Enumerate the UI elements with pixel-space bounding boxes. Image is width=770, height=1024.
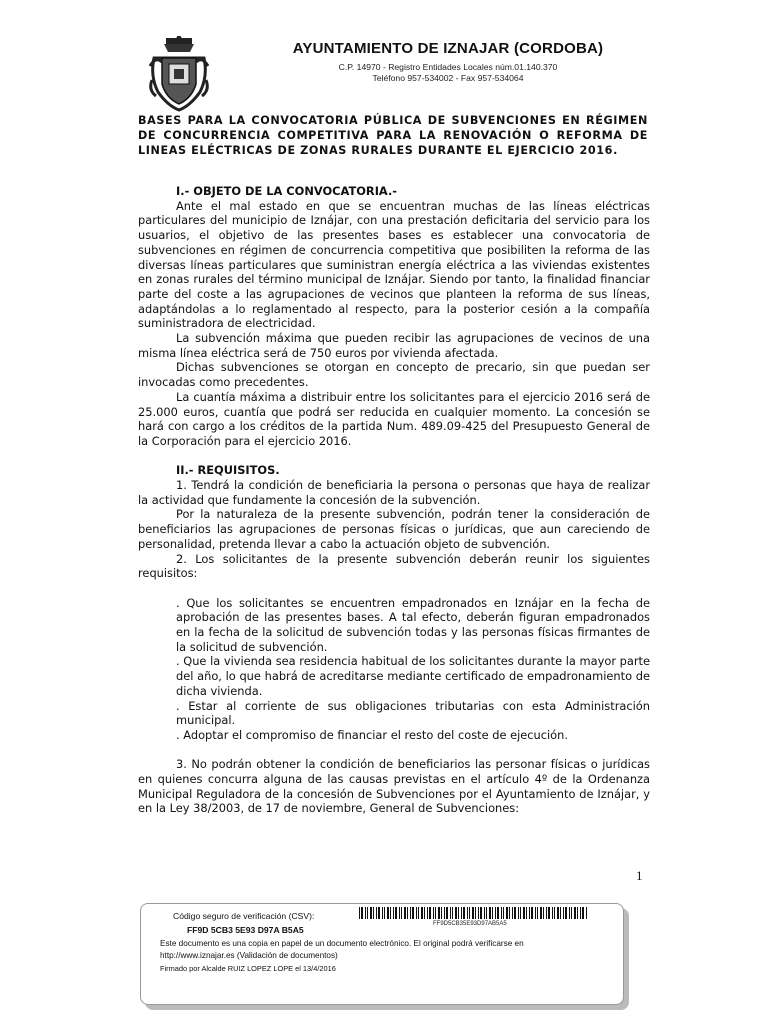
barcode-bar xyxy=(577,907,578,919)
barcode-bar xyxy=(467,907,468,919)
barcode-bar xyxy=(520,907,521,919)
barcode-bar xyxy=(582,907,584,919)
barcode-bar xyxy=(497,907,499,919)
barcode-bar xyxy=(571,907,572,919)
paragraph: 2. Los solicitantes de la presente subvención deberán reunir los siguientes requisitos: xyxy=(138,551,650,581)
document-body xyxy=(138,184,650,816)
requirement-item: . Que la vivienda sea residencia habitual de los solicitantes durante la mayor parte del año, lo que habrá de acreditarse mediante certificado de empadronamiento de dicha vivienda. xyxy=(176,654,650,698)
barcode-bar xyxy=(359,907,360,919)
barcode-bar xyxy=(450,907,451,919)
barcode-bar xyxy=(580,907,581,919)
barcode-bar xyxy=(458,907,459,919)
barcode-bar xyxy=(557,907,559,919)
barcode-bar xyxy=(452,907,453,919)
barcode-bar xyxy=(540,907,542,919)
barcode-bar xyxy=(478,907,479,919)
barcode-bar xyxy=(546,907,547,919)
barcode-bar xyxy=(523,907,525,919)
barcode-bar xyxy=(367,907,368,919)
barcode-bar xyxy=(395,907,397,919)
barcode-bar xyxy=(537,907,538,919)
verification-url[interactable]: http://www.iznajar.es (Validación de documentos) xyxy=(160,951,338,960)
barcode-bar xyxy=(441,907,442,919)
barcode-bar xyxy=(469,907,470,919)
barcode-bar xyxy=(393,907,394,919)
barcode-bar xyxy=(489,907,491,919)
barcode-bar xyxy=(501,907,502,919)
barcode-bar xyxy=(416,907,417,919)
barcode xyxy=(359,907,589,919)
barcode-bar xyxy=(463,907,465,919)
org-title: AYUNTAMIENTO DE IZNAJAR (CORDOBA) xyxy=(292,40,604,57)
verification-box xyxy=(140,903,624,1005)
paragraph: Por la naturaleza de la presente subvención, podrán tener la consideración de beneficiarios las agrupaciones de personas físicas o jurídicas, que aun careciendo de personalidad, pretenda llevar a cabo la actuación objeto de subvención. xyxy=(138,507,650,551)
barcode-bar xyxy=(418,907,419,919)
barcode-bar xyxy=(486,907,487,919)
address-line: C.P. 14970 - Registro Entidades Locales núm.01.140.370 xyxy=(338,62,558,72)
section-heading-requisitos: II.- REQUISITOS. xyxy=(176,463,280,478)
barcode-bar xyxy=(512,907,513,919)
barcode-bar xyxy=(390,907,391,919)
barcode-bar xyxy=(569,907,570,919)
barcode-bar xyxy=(429,907,431,919)
copy-notice: Este documento es una copia en papel de un documento electrónico. El original podrá verificarse en xyxy=(160,939,524,948)
barcode-bar xyxy=(535,907,536,919)
barcode-bar xyxy=(574,907,576,919)
barcode-bar xyxy=(503,907,504,919)
phone-line: Teléfono 957-534002 - Fax 957-534064 xyxy=(372,73,524,83)
barcode-bar xyxy=(424,907,425,919)
barcode-bar xyxy=(565,907,567,919)
barcode-bar xyxy=(401,907,402,919)
barcode-bar xyxy=(509,907,510,919)
paragraph: 3. No podrán obtener la condición de beneficiarios las personar físicas o jurídicas en quienes concurra alguna de las causas previstas en el artículo 4º de la Ordenanza Municipal Reguladora de la concesión de Subvenciones por el Ayuntamiento de Iznájar, y en la Ley 38/2003, de 17 de noviembre, General de Subvenciones: xyxy=(138,757,650,816)
barcode-bar xyxy=(404,907,406,919)
barcode-bar xyxy=(373,907,374,919)
requirement-item: . Adoptar el compromiso de financiar el resto del coste de ejecución. xyxy=(176,727,568,742)
barcode-bar xyxy=(382,907,383,919)
barcode-bar xyxy=(560,907,561,919)
barcode-bar xyxy=(548,907,550,919)
barcode-bar xyxy=(412,907,414,919)
signature-line: Firmado por Alcalde RUIZ LOPEZ LOPE el 13/4/2016 xyxy=(160,964,336,973)
barcode-bar xyxy=(518,907,519,919)
barcode-bar xyxy=(484,907,485,919)
barcode-bar xyxy=(472,907,474,919)
barcode-bar xyxy=(421,907,423,919)
barcode-bar xyxy=(446,907,448,919)
barcode-bar xyxy=(407,907,408,919)
csv-code: FF9D 5CB3 5E93 D97A B5A5 xyxy=(187,925,304,935)
barcode-bar xyxy=(554,907,555,919)
barcode-bar xyxy=(455,907,457,919)
barcode-bar xyxy=(438,907,440,919)
barcode-bar xyxy=(410,907,411,919)
barcode-bar xyxy=(563,907,564,919)
paragraph: La cuantía máxima a distribuir entre los solicitantes para el ejercicio 2016 será de 25.000 euros, cuantía que podrá ser reducida en cualquier momento. La concesión se hará con cargo a los créditos de la partida Num. 489.09-425 del Presupuesto General de la Corporación para el ejercicio 2016. xyxy=(138,389,650,448)
barcode-bar xyxy=(526,907,527,919)
paragraph: 1. Tendrá la condición de beneficiaria la persona o personas que haya de realizar la actividad que fundamente la concesión de la subvención. xyxy=(138,478,650,507)
section-heading-objeto: I.- OBJETO DE LA CONVOCATORIA.- xyxy=(176,184,398,198)
document-title: BASES PARA LA CONVOCATORIA PÚBLICA DE SUBVENCIONES EN RÉGIMEN DE CONCURRENCIA COMPETITIVA PARA LA RENOVACIÓN O REFORMA DE LINEAS ELÉCTRICAS DE ZONAS RURALES DURANTE EL EJERCICIO 2016. xyxy=(138,114,648,157)
barcode-bar xyxy=(461,907,462,919)
barcode-bar xyxy=(384,907,385,919)
barcode-bar xyxy=(376,907,377,919)
barcode-bar xyxy=(552,907,553,919)
barcode-bar xyxy=(514,907,516,919)
barcode-bar xyxy=(444,907,445,919)
paragraph: Dichas subvenciones se otorgan en concepto de precario, sin que puedan ser invocadas como precedentes. xyxy=(138,360,650,390)
barcode-bar xyxy=(370,907,372,919)
barcode-bar xyxy=(399,907,400,919)
barcode-bar xyxy=(492,907,493,919)
barcode-bar xyxy=(529,907,530,919)
barcode-bar xyxy=(506,907,508,919)
barcode-bar xyxy=(365,907,366,919)
barcode-text: FF9D5CB35E93D97AB5A5 xyxy=(433,921,507,927)
barcode-bar xyxy=(543,907,544,919)
barcode-bar xyxy=(433,907,434,919)
barcode-bar xyxy=(435,907,436,919)
coat-of-arms-seal xyxy=(148,36,210,114)
paragraph: La subvención máxima que pueden recibir las agrupaciones de vecinos de una misma línea eléctrica será de 750 euros por vivienda afectada. xyxy=(138,331,650,360)
barcode-bar xyxy=(586,907,587,919)
requirement-item: . Estar al corriente de sus obligaciones tributarias con esta Administración municipal. xyxy=(176,698,650,728)
csv-label: Código seguro de verificación (CSV): xyxy=(173,911,315,921)
barcode-bar xyxy=(531,907,533,919)
barcode-bar xyxy=(480,907,482,919)
barcode-bar xyxy=(475,907,476,919)
paragraph: Ante el mal estado en que se encuentran muchas de las líneas eléctricas particulares del municipio de Iznájar, con una prestación deficitaria del servicio para los usuarios, el objetivo de las presentes bases es establecer una convocatoria de subvenciones en régimen de concurrencia competitiva que posibiliten la reforma de las diversas líneas particulares que suministran energía eléctrica a las viviendas existentes en zonas rurales del término municipal de Iznájar. Siendo por tanto, la finalidad financiar parte del coste a las agrupaciones de vecinos que planteen la reforma de sus líneas, adaptándolas a lo reglamentado al respecto, para la posterior cesión a la compañía suministradora de electricidad. xyxy=(138,198,650,331)
barcode-bar xyxy=(378,907,380,919)
barcode-bar xyxy=(495,907,496,919)
requirement-item: . Que los solicitantes se encuentren empadronados en Iznájar en la fecha de aprobación de las presentes bases. A tal efecto, deberán figuran empadronados en la fecha de la solicitud de subvención todas y las personas físicas firmantes de la solicitud de subvención. xyxy=(176,595,650,654)
page-number: 1 xyxy=(636,868,643,883)
barcode-bar xyxy=(387,907,389,919)
barcode-bar xyxy=(361,907,363,919)
barcode-bar xyxy=(427,907,428,919)
